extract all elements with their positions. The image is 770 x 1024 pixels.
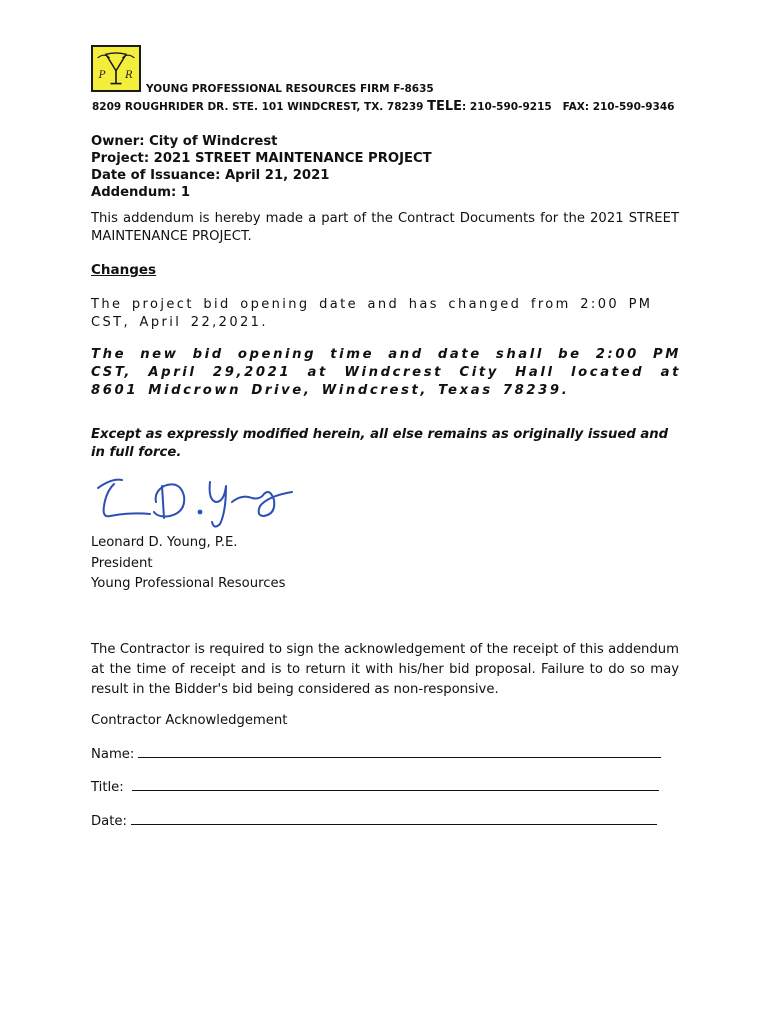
name-label: Name: [91, 747, 135, 762]
except-clause: Except as expressly modified herein, all else remains as originally issued and in full force. [91, 427, 669, 460]
acknowledgement-heading: Contractor Acknowledgement [91, 713, 288, 728]
date-signature-line[interactable] [131, 812, 657, 825]
date-field-row [91, 812, 657, 829]
tele-number: : 210-590-9215 [462, 101, 552, 113]
new-bid-date-text: The new bid opening time and date shall be 2:00 PM CST, April 29,2021 at Windcrest City Hall located at 8601 Midcrown Drive, Windcrest, Texas 78239. [91, 347, 681, 398]
changes-heading: Changes [91, 262, 157, 278]
old-bid-date-text: The project bid opening date and has changed from 2:00 PM CST, April 22,2021. [91, 297, 653, 330]
svg-text:R: R [125, 70, 133, 82]
firm-name: YOUNG PROFESSIONAL RESOURCES FIRM F-8635 [146, 83, 434, 95]
project-line: Project: 2021 STREET MAINTENANCE PROJECT [91, 151, 432, 166]
firm-address: 8209 ROUGHRIDER DR. STE. 101 WINDCREST, TX. 78239 [92, 101, 424, 113]
acknowledgement-instructions: The Contractor is required to sign the acknowledgement of the receipt of this addendum at the time of receipt and is to return it with his/her bid proposal. Failure to do so may result in the Bidder's bid being considered as non-responsive. [91, 642, 679, 697]
issuance-date-line: Date of Issuance: April 21, 2021 [91, 168, 330, 183]
addendum-number-line: Addendum: 1 [91, 185, 191, 200]
title-field-row [91, 778, 659, 795]
handwritten-signature [92, 472, 302, 532]
ypr-logo-icon [93, 47, 139, 90]
fax-number: FAX: 210-590-9346 [562, 101, 675, 113]
name-field-row [91, 745, 661, 762]
intro-paragraph: This addendum is hereby made a part of the Contract Documents for the 2021 STREET MAINTENANCE PROJECT. [91, 211, 679, 244]
firm-address-line [92, 99, 674, 114]
signer-title: President [91, 556, 153, 571]
title-signature-line[interactable] [132, 778, 659, 791]
title-label: Title: [91, 780, 124, 795]
name-signature-line[interactable] [138, 745, 661, 758]
tele-label: TELE [427, 99, 463, 114]
signer-company: Young Professional Resources [91, 576, 286, 591]
owner-line: Owner: City of Windcrest [91, 134, 278, 149]
company-logo [91, 45, 141, 92]
date-label: Date: [91, 814, 127, 829]
svg-text:P: P [98, 70, 106, 82]
signer-name: Leonard D. Young, P.E. [91, 535, 238, 550]
